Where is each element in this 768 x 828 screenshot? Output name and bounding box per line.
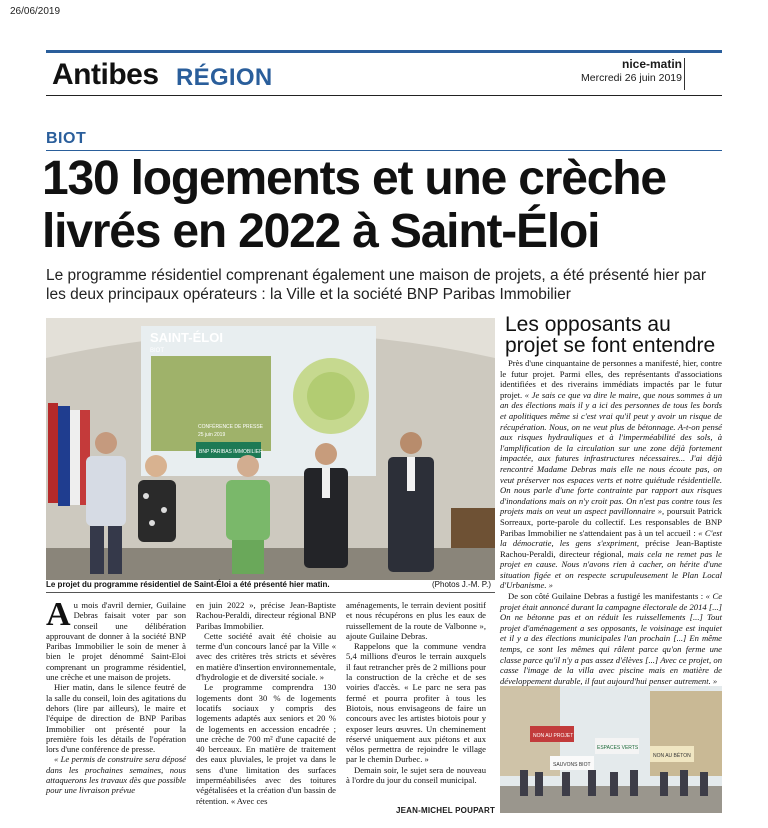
col3-paragraph-1: aménagements, le terrain devient positif et nous récupérons en plus les eaux de ruissellement de la route de Valbonne », ajoute Guilaine Debras. <box>346 600 486 641</box>
screen-subtitle: BIOT <box>150 348 165 354</box>
side-quote-4: « Ce projet était annoncé durant la campagne électorale de 2014 [...] On ne bétonne pas et on réduit les ruissellements [...] Tout projet d'aménagement a ses opposants, le voisinage est inquiet et il y a des élections municipales l'an prochain [...] En même temps, ce sont les mêmes qui râlent parce qu'on ferme une classe parce qu'il n'y a pas assez d'élèves [...] Avec ce projet, on casse l'image de la villa avec piscine mais en matière de développement durable, il faut aujourd'hui penser autrement. » <box>500 591 723 686</box>
side-paragraph-2 <box>500 591 722 686</box>
side-quote-1: « Je sais ce que va dire le maire, que nous sommes à un an des élections mais il y a ici des personnes de tous les bords et apolitiques même si c'est vrai qu'il peut y avoir un risque de récupération. Nous, on ne veut plus de bétonnage. A-t-on pensé aux risques hydrauliques et à l'imperméabilité des sols, à l'amplification de la circulation sur une zone déjà fortement impactée, aux futures infrastructures nécessaires... J'ai déjà rencontré Madame Debras mais elle ne nous écoute pas, on veut préserver nos espaces verts et notre quiétude résidentielle. On nous parle d'une forte contrainte par rapport aux risques d'inondations mais on n'y croit pas. On n'est pas contre tous les projets mais on veut un aspect pavillonnaire » <box>500 389 722 517</box>
section-name: Antibes <box>52 58 159 91</box>
side-text-1-end: , poursuit Patrick Sorreaux, porte-parole du collectif. Les responsables de BNP Paribas Immobilier ne s'attendaient pas à un tel accueil : <box>500 506 722 538</box>
screen-brand: BNP PARIBAS IMMOBILIER <box>199 449 263 455</box>
photo-caption-text: Le projet du programme résidentiel de Saint-Éloi a été présenté hier matin. <box>46 580 330 589</box>
protest-banner-4: SAUVONS BIOT <box>553 762 591 768</box>
scan-date: 26/06/2019 <box>10 6 61 17</box>
article-subhead: Le programme résidentiel comprenant également une maison de projets, a été présenté hier par les deux principaux opérateurs : la Ville et la société BNP Paribas Immobilier <box>46 267 706 303</box>
side-paragraph-1 <box>500 358 722 591</box>
article-headline: 130 logements et une crèche livrés en 2022 à Saint-Éloi <box>42 152 666 258</box>
protest-photo <box>500 686 722 813</box>
photo-credit: (Photos J.-M. P.) <box>432 580 491 589</box>
top-accent-rule <box>46 50 722 53</box>
col3-paragraph-2: Rappelons que la commune vendra 5,4 millions d'euros le terrain auxquels il faut retrancher près de 2 millions pour la construction de la crèche et de ses voiries d'accès. « Le parc ne sera pas fermé et pourra profiter à tous les Biotois, nous envisageons de faire un concours avec les artistes biotois pour y exposer leurs œuvres. Un cheminement réservé uniquement aux piétons et aux vélos permettra de rejoindre le village par le chemin Durbec. » <box>346 641 486 765</box>
protest-banner-1: NON AU PROJET <box>533 733 574 739</box>
side-text-1: Près d'une cinquantaine de personnes a manifesté, hier, contre le futur projet. Parmi elles, des représentants d'associations identifiées et des riverains immédiats impactés par le futur projet. <box>500 358 722 400</box>
newspaper-brand: nice-matin <box>621 57 682 71</box>
side-article-body <box>500 358 722 686</box>
article-column-3 <box>346 600 486 785</box>
masthead <box>581 57 682 84</box>
header-rule <box>46 95 722 96</box>
protest-banner-3: NON AU BÉTON <box>653 753 691 759</box>
press-conference-photo <box>46 318 495 580</box>
masthead-separator <box>684 58 685 90</box>
col1-paragraph-2: Hier matin, dans le silence feutré de la salle du conseil, loin des agitations du dehors (lire par ailleurs), le maire et l'équipe de direction de BNP Paribas Immobilier ont présenté pour la première fois les détails de l'opération lors d'une conférence de presse. <box>46 682 186 755</box>
side-quote-2: « C'est la démocratie, les gens s'expriment <box>500 527 723 549</box>
article-kicker: BIOT <box>46 130 87 147</box>
screen-date: 25 juin 2019 <box>198 432 226 438</box>
photo-caption <box>46 580 495 589</box>
screen-conference: CONFÉRENCE DE PRESSE <box>198 424 264 430</box>
kicker-rule <box>46 150 722 151</box>
issue-date: Mercredi 26 juin 2019 <box>581 72 682 84</box>
screen-title: SAINT-ÉLOI <box>150 330 223 345</box>
press-conference-illustration <box>46 318 495 580</box>
side-text-3: De son côté Guilaine Debras a fustigé les manifestants : <box>508 591 704 602</box>
article-column-2 <box>196 600 336 806</box>
article-signature: JEAN-MICHEL POUPART <box>396 806 496 815</box>
side-quote-3: mais cela ne remet pas le projet en cause. Nous n'avons rien à cacher, on hérite d'une situation figée et on respecte scrupuleusement le Plan Local d'Urbanisme. » <box>500 548 722 591</box>
col2-paragraph-3: Le programme comprendra 130 logements dont 30 % de logements locatifs sociaux y compris des logements adaptés aux seniors et 20 % de logements en accession encadrée ; une crèche de 700 m² d'une capacité de 40 berceaux. En matière de traitement des eaux pluviales, le projet va dans le sens d'une limitation des surfaces imperméabilisées avec des toitures végétalisées et la création d'un bassin de rétention. « Avec ces <box>196 682 336 806</box>
col1-paragraph-3: « Le permis de construire sera déposé dans les prochaines semaines, nous attaquerons les travaux dès que possible pour une livraison prévue <box>46 754 186 796</box>
col1-paragraph-1 <box>46 596 186 683</box>
drop-cap: A <box>46 596 71 633</box>
col2-paragraph-2: Cette société avait été choisie au terme d'un concours lancé par la Ville « avec des critères très stricts et sévères en matière d'insertion environnementale, d'hydrologie et de diversité sociale. » <box>196 630 336 683</box>
protest-banner-2: ESPACES VERTS <box>597 745 639 751</box>
protest-illustration <box>500 686 722 813</box>
col3-paragraph-3: Demain soir, le sujet sera de nouveau à l'ordre du jour du conseil municipal. <box>346 764 486 786</box>
caption-rule <box>46 592 495 593</box>
side-text-2: , précise Jean-Baptiste Rachou-Peraldi, directeur régional, <box>500 538 722 559</box>
article-column-1 <box>46 596 186 796</box>
col2-paragraph-1: en juin 2022 », précise Jean-Baptiste Rachou-Peraldi, directeur régional BNP Paribas Immobilier. <box>196 600 336 631</box>
col1-text-1: u mois d'avril dernier, Guilaine Debras faisait voter par son conseil une délibération approuvant de donner à la société BNP Paribas Immobilier le soin de mener à bien le projet dénommé Saint-Eloi comprenant un programme résidentiel, une crèche et une maison de projets. <box>46 600 186 683</box>
side-article-title: Les opposants au projet se font entendre <box>505 313 716 357</box>
section-region: RÉGION <box>176 64 273 91</box>
